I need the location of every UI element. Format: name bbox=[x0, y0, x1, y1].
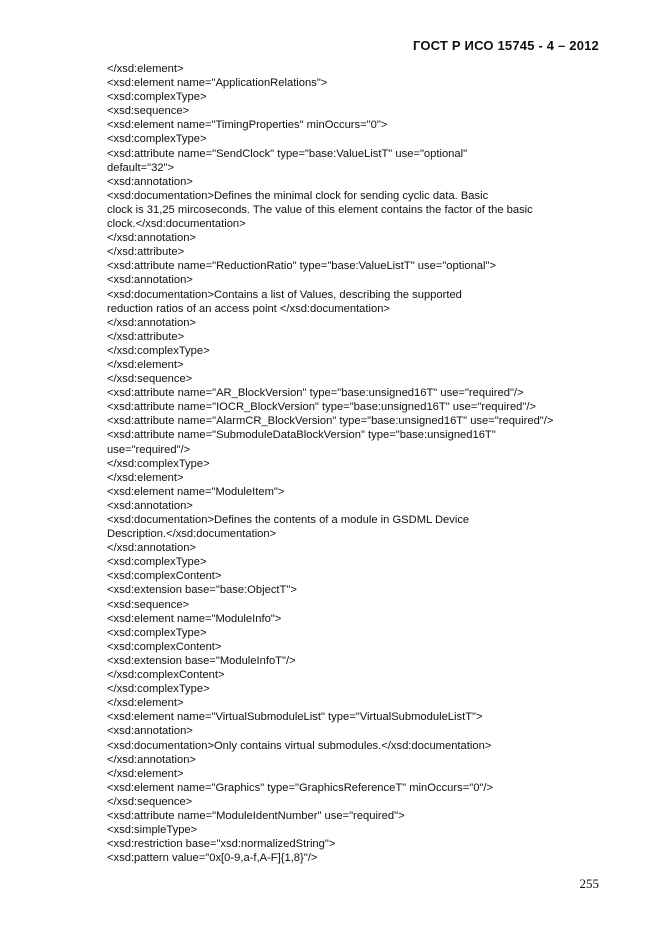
code-line: </xsd:element> bbox=[107, 63, 184, 75]
code-line: <xsd:documentation>Defines the contents of a module in GSDML Device bbox=[107, 514, 470, 526]
code-line: <xsd:annotation> bbox=[107, 499, 193, 512]
code-line: <xsd:restriction base="xsd:normalizedString"> bbox=[107, 838, 336, 851]
code-line: <xsd:attribute name="AlarmCR_BlockVersion" type="base:unsigned16T" use="required"/> bbox=[107, 415, 554, 428]
code-line: <xsd:sequence> bbox=[107, 598, 190, 611]
code-line: </xsd:sequence> bbox=[107, 373, 193, 386]
code-line: <xsd:complexType> bbox=[107, 91, 207, 104]
code-line: <xsd:element name="ApplicationRelations"> bbox=[107, 77, 328, 90]
code-line: <xsd:attribute name="ModuleIdentNumber" use="required"> bbox=[107, 809, 405, 822]
code-line: Description.</xsd:documentation> bbox=[107, 528, 277, 541]
code-line: </xsd:attribute> bbox=[107, 246, 185, 259]
code-line: </xsd:complexContent> bbox=[107, 669, 225, 682]
code-line: <xsd:complexType> bbox=[107, 133, 207, 146]
code-line: <xsd:element name="TimingProperties" minOccurs="0"> bbox=[107, 119, 388, 132]
code-line: </xsd:element> bbox=[107, 697, 184, 710]
code-line: <xsd:complexContent> bbox=[107, 640, 222, 653]
code-line: <xsd:element name="Graphics" type="GraphicsReferenceT" minOccurs="0"/> bbox=[107, 781, 494, 794]
code-line: </xsd:annotation> bbox=[107, 316, 196, 329]
code-line: <xsd:annotation> bbox=[107, 725, 193, 738]
code-line: <xsd:attribute name="AR_BlockVersion" type="base:unsigned16T" use="required"/> bbox=[107, 387, 524, 400]
code-line: <xsd:element name="ModuleInfo"> bbox=[107, 612, 282, 625]
page-number: 255 bbox=[579, 876, 599, 891]
code-line: </xsd:annotation> bbox=[107, 753, 196, 766]
code-line: reduction ratios of an access point </xsd:documentation> bbox=[107, 302, 390, 315]
code-line: <xsd:annotation> bbox=[107, 175, 193, 188]
code-line: <xsd:documentation>Contains a list of Values, describing the supported bbox=[107, 288, 462, 301]
xsd-code-listing bbox=[107, 62, 607, 865]
code-line: clock.</xsd:documentation> bbox=[107, 218, 246, 231]
code-line: default="32"> bbox=[107, 161, 175, 174]
code-line: </xsd:element> bbox=[107, 471, 184, 484]
code-line: </xsd:complexType> bbox=[107, 683, 210, 696]
code-line: <xsd:extension base="ModuleInfoT"/> bbox=[107, 654, 296, 667]
code-line: <xsd:extension base="base:ObjectT"> bbox=[107, 584, 297, 597]
code-line: <xsd:annotation> bbox=[107, 274, 193, 287]
code-line: </xsd:annotation> bbox=[107, 232, 196, 245]
code-line: <xsd:complexType> bbox=[107, 626, 207, 639]
code-line: <xsd:element name="ModuleItem"> bbox=[107, 485, 285, 498]
code-line: </xsd:element> bbox=[107, 767, 184, 780]
code-line: </xsd:attribute> bbox=[107, 330, 185, 343]
code-line: <xsd:attribute name="ReductionRatio" type="base:ValueListT" use="optional"> bbox=[107, 260, 497, 273]
code-line: use="required"/> bbox=[107, 443, 191, 456]
code-line: <xsd:documentation>Defines the minimal clock for sending cyclic data. Basic bbox=[107, 189, 489, 202]
code-line: <xsd:sequence> bbox=[107, 105, 190, 118]
code-line: <xsd:attribute name="SendClock" type="base:ValueListT" use="optional" bbox=[107, 147, 468, 160]
code-line: <xsd:documentation>Only contains virtual submodules.</xsd:documentation> bbox=[107, 739, 492, 752]
code-line: clock is 31,25 mircoseconds. The value of this element contains the factor of the basic bbox=[107, 203, 533, 216]
code-line: <xsd:complexContent> bbox=[107, 570, 222, 583]
document-header: ГОСТ Р ИСО 15745 - 4 – 2012 bbox=[412, 38, 599, 53]
code-line: </xsd:complexType> bbox=[107, 344, 210, 357]
code-line: </xsd:annotation> bbox=[107, 542, 196, 555]
code-line: </xsd:sequence> bbox=[107, 795, 193, 808]
code-line: <xsd:complexType> bbox=[107, 556, 207, 569]
code-line: <xsd:simpleType> bbox=[107, 824, 198, 837]
code-line: <xsd:attribute name="SubmoduleDataBlockVersion" type="base:unsigned16T" bbox=[107, 429, 496, 442]
code-line: </xsd:complexType> bbox=[107, 457, 210, 470]
code-line: <xsd:attribute name="IOCR_BlockVersion" type="base:unsigned16T" use="required"/> bbox=[107, 401, 537, 414]
code-line: <xsd:pattern value="0x[0-9,a-f,A-F]{1,8}"/> bbox=[107, 852, 318, 865]
code-line: <xsd:element name="VirtualSubmoduleList" type="VirtualSubmoduleListT"> bbox=[107, 711, 483, 724]
code-line: </xsd:element> bbox=[107, 358, 184, 371]
